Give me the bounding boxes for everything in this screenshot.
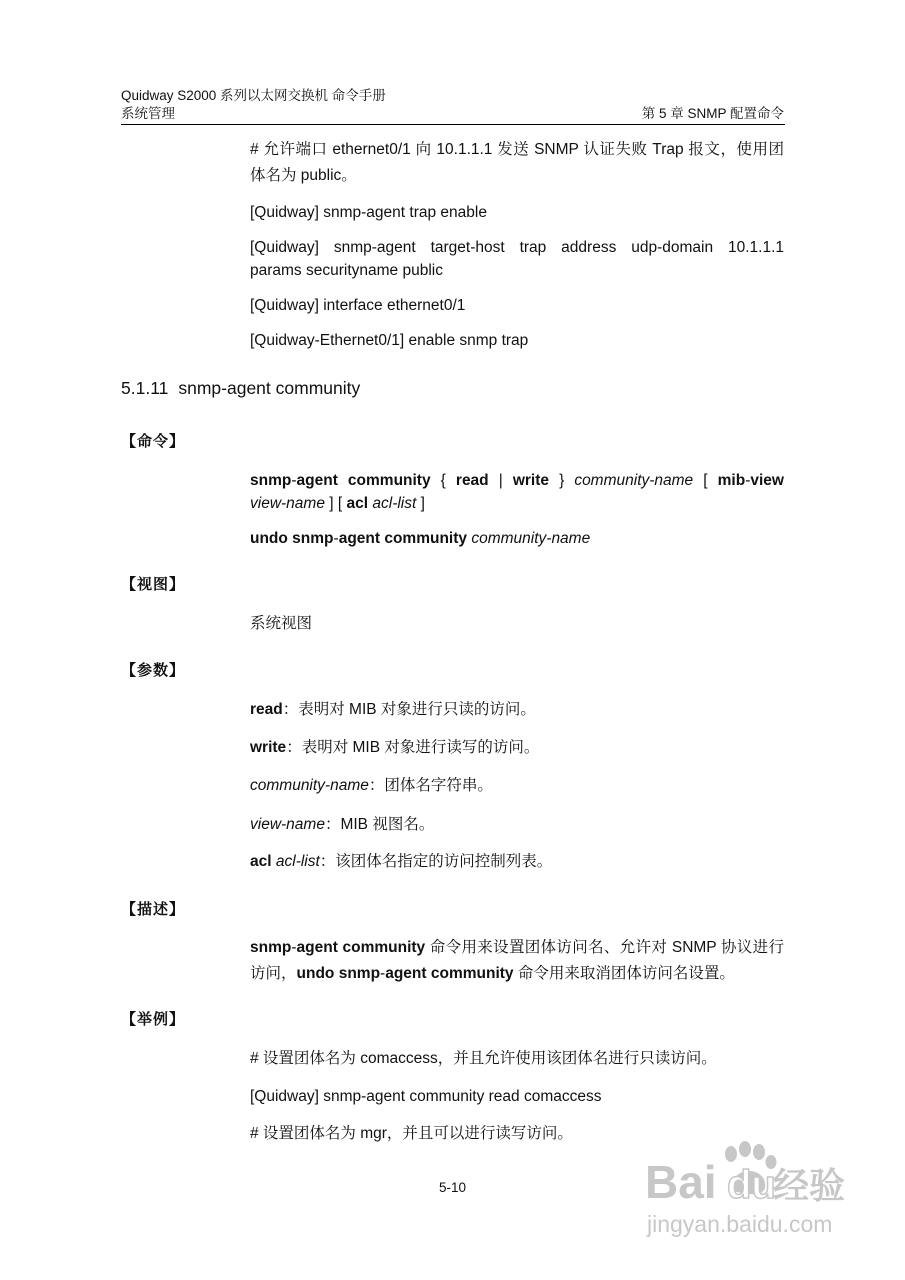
syntax-arg: acl-list: [372, 495, 417, 512]
desc-text: 访问，: [250, 965, 297, 982]
syntax-keyword: agent community: [338, 530, 468, 547]
page-number: 5-10: [438, 1180, 467, 1195]
syntax-line-1: [250, 469, 784, 493]
desc-text: 命令用来设置团体访问名、允许对 SNMP 协议进行: [425, 939, 784, 956]
desc-text: 命令用来取消团体访问名设置。: [513, 965, 735, 982]
param-desc: ：MIB 视图名。: [324, 816, 435, 833]
prev-example-cmd-2-line-2: params securityname public: [250, 262, 443, 279]
example-comment-1: # 设置团体名为 comaccess，并且允许使用该团体名进行只读访问。: [250, 1050, 717, 1067]
description-line-2: [250, 962, 784, 986]
prev-example-cmd-2-line-1: [Quidway] snmp-agent target-host trap address udp-domain 10.1.1.1: [250, 239, 784, 256]
running-header-title: Quidway S2000 系列以太网交换机 命令手册: [121, 88, 386, 103]
syntax-punct: ] [: [324, 495, 347, 512]
syntax-keyword-acl: acl: [346, 495, 369, 512]
watermark-url: jingyan.baidu.com: [647, 1211, 833, 1237]
syntax-keyword: agent community: [296, 472, 431, 489]
baidu-jingyan-watermark: [645, 1140, 860, 1250]
syntax-brace: {: [440, 472, 446, 489]
prev-example-comment-cont: 体名为 public。: [250, 167, 357, 184]
prev-example-cmd-1: [Quidway] snmp-agent trap enable: [250, 204, 487, 221]
syntax-punct: ]: [416, 495, 425, 512]
syntax-arg: community-name: [471, 530, 591, 547]
syntax-keyword: undo snmp: [250, 530, 334, 547]
description-line-1: [250, 936, 784, 960]
syntax-dash: -: [333, 530, 339, 547]
label-params: 【参数】: [121, 662, 186, 679]
desc-dash: -: [291, 939, 297, 956]
param-name: acl: [250, 853, 272, 870]
param-desc: ：团体名字符串。: [368, 777, 493, 794]
desc-keyword: undo snmp: [296, 965, 381, 982]
desc-keyword: agent community: [385, 965, 514, 982]
param-name: write: [250, 739, 287, 756]
view-text: 系统视图: [250, 615, 313, 632]
running-header-chapter: 第 5 章 SNMP 配置命令: [641, 106, 784, 121]
example-comment-2: # 设置团体名为 mgr，并且可以进行读写访问。: [250, 1125, 573, 1142]
watermark-brand-cn: 经验: [773, 1166, 846, 1207]
param-name: read: [250, 701, 283, 718]
syntax-arg: view-name: [250, 495, 325, 512]
param-community-name: [250, 774, 784, 798]
prev-example-cmd-4: [Quidway-Ethernet0/1] enable snmp trap: [250, 332, 529, 349]
label-description: 【描述】: [121, 901, 186, 918]
param-arg: acl-list: [275, 853, 320, 870]
syntax-keyword-view: view: [750, 472, 784, 489]
watermark-brand-du: du: [727, 1163, 776, 1207]
syntax-dash: -: [745, 472, 751, 489]
syntax-brace: }: [559, 472, 565, 489]
header-rule: [121, 124, 785, 125]
watermark-logo: [645, 1140, 860, 1250]
section-heading: [121, 378, 360, 399]
desc-dash: -: [380, 965, 386, 982]
syntax-keyword: snmp: [250, 472, 292, 489]
example-cmd-1: [Quidway] snmp-agent community read comaccess: [250, 1088, 602, 1105]
prev-example-comment: # 允许端口 ethernet0/1 向 10.1.1.1 发送 SNMP 认证失败 Trap 报文，使用团: [250, 141, 784, 158]
param-name: community-name: [250, 777, 369, 794]
param-read: [250, 698, 784, 722]
label-command: 【命令】: [121, 433, 186, 450]
desc-keyword: agent community: [296, 939, 426, 956]
section-title: snmp-agent community: [178, 378, 361, 398]
syntax-keyword-read: read: [455, 472, 489, 489]
param-name: view-name: [250, 816, 325, 833]
prev-example-cmd-3: [Quidway] interface ethernet0/1: [250, 297, 466, 314]
running-header-part: 系统管理: [121, 106, 175, 121]
syntax-undo-line: [250, 527, 784, 551]
syntax-dash: -: [291, 472, 297, 489]
syntax-keyword-write: write: [512, 472, 549, 489]
desc-keyword: snmp: [250, 939, 292, 956]
section-number: 5.1.11: [121, 378, 169, 398]
param-write: [250, 736, 784, 760]
label-example: 【举例】: [121, 1011, 186, 1028]
watermark-brand: Bai: [645, 1156, 717, 1208]
param-desc: ：该团体名指定的访问控制列表。: [319, 853, 553, 870]
syntax-arg: community-name: [574, 472, 694, 489]
param-desc: ：表明对 MIB 对象进行读写的访问。: [286, 739, 540, 756]
syntax-bar: |: [498, 472, 503, 489]
syntax-keyword-mib: mib: [717, 472, 746, 489]
syntax-bracket: [: [703, 472, 708, 489]
label-view: 【视图】: [121, 576, 186, 593]
param-acl: [250, 850, 784, 874]
param-desc: ：表明对 MIB 对象进行只读的访问。: [282, 701, 536, 718]
syntax-line-2: [250, 492, 784, 516]
param-view-name: [250, 813, 784, 837]
